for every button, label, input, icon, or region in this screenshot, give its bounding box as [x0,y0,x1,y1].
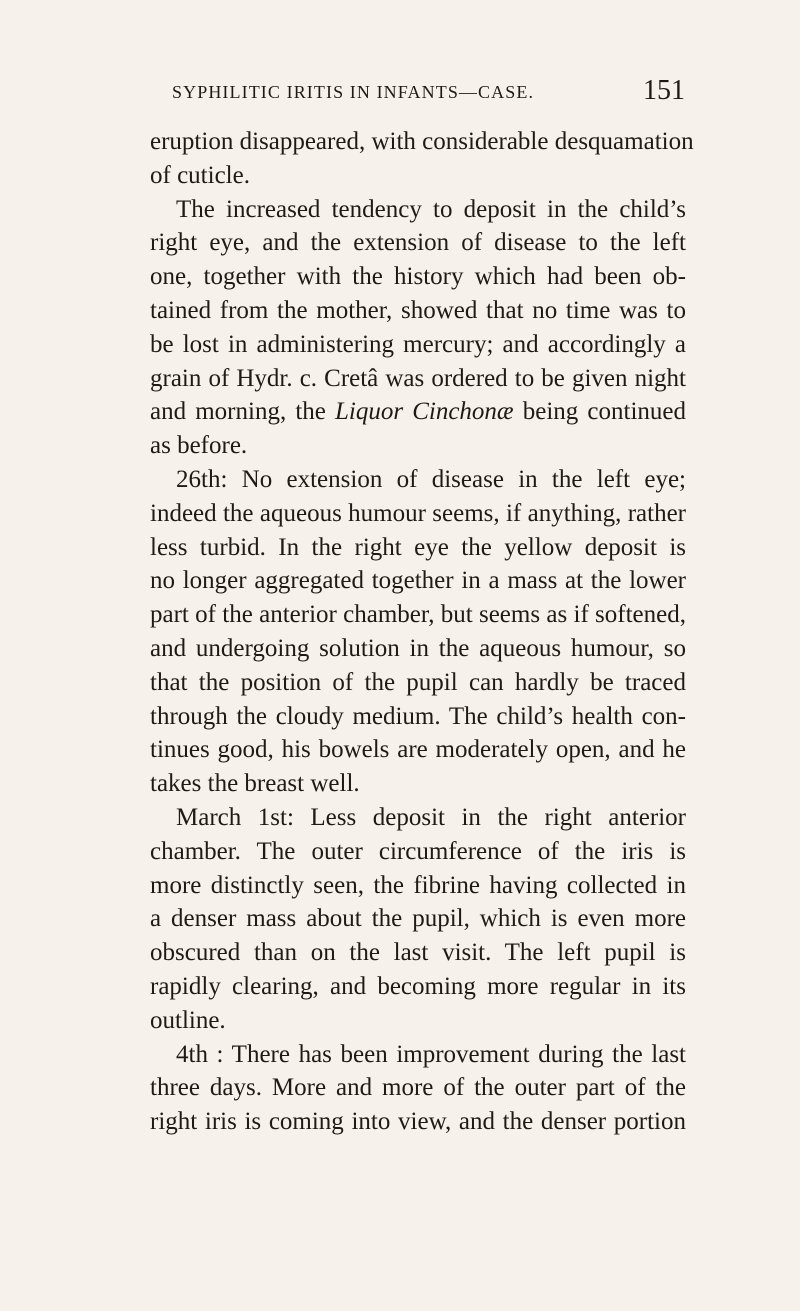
text-line: and undergoing solution in the aqueous humour, so [150,634,686,662]
text-line: part of the anterior chamber, but seems as if softened, [150,601,686,629]
body-text [150,125,694,1139]
text-line: eruption disappeared, with considerable desquamation [150,128,694,155]
text-line: right eye, and the extension of disease to the left [150,229,686,257]
page-number: 151 [643,75,685,106]
text-line: rapidly clearing, and becoming more regular in its [150,972,686,1000]
text-line: one, together with the history which had been ob- [150,263,686,291]
text-line: chamber. The outer circumference of the iris is [150,837,686,865]
text-line: 4th : There has been improvement during the last [176,1040,686,1068]
text-line: through the cloudy medium. The child’s health con- [150,702,686,730]
text-line: grain of Hydr. c. Cretâ was ordered to be given night [150,364,686,392]
text-line: 26th: No extension of disease in the left eye; [176,465,686,493]
text-line: obscured than on the last visit. The left pupil is [150,939,686,967]
text-line: of cuticle. [150,161,250,189]
page-header [172,75,685,106]
text-line: The increased tendency to deposit in the child’s [176,195,686,223]
text-line: three days. More and more of the outer part of the [150,1074,686,1102]
text-line: as before. [150,432,248,460]
text-line: less turbid. In the right eye the yellow deposit is [150,533,686,561]
text-line: no longer aggregated together in a mass at the lower [150,567,686,595]
text-line: that the position of the pupil can hardly be traced [150,668,686,696]
text-line: March 1st: Less deposit in the right anterior [176,803,686,831]
text-line: a denser mass about the pupil, which is even more [150,905,686,933]
running-title: SYPHILITIC IRITIS IN INFANTS—CASE. [172,82,535,102]
text-line: tained from the mother, showed that no time was to [150,296,686,324]
text-line: right iris is coming into view, and the denser portion [150,1108,686,1136]
italic-term: Liquor Cinchonæ [335,398,514,426]
text-line: be lost in administering mercury; and accordingly a [150,330,686,358]
text-fragment: and morning, the [150,398,335,426]
text-line: tinues good, his bowels are moderately open, and he [150,736,686,764]
text-line [150,395,686,429]
text-line: indeed the aqueous humour seems, if anything, rather [150,499,686,527]
text-line: takes the breast well. [150,770,360,798]
text-fragment: being continued [513,398,686,426]
text-line: more distinctly seen, the fibrine having collected in [150,871,686,899]
text-line: outline. [150,1006,226,1034]
